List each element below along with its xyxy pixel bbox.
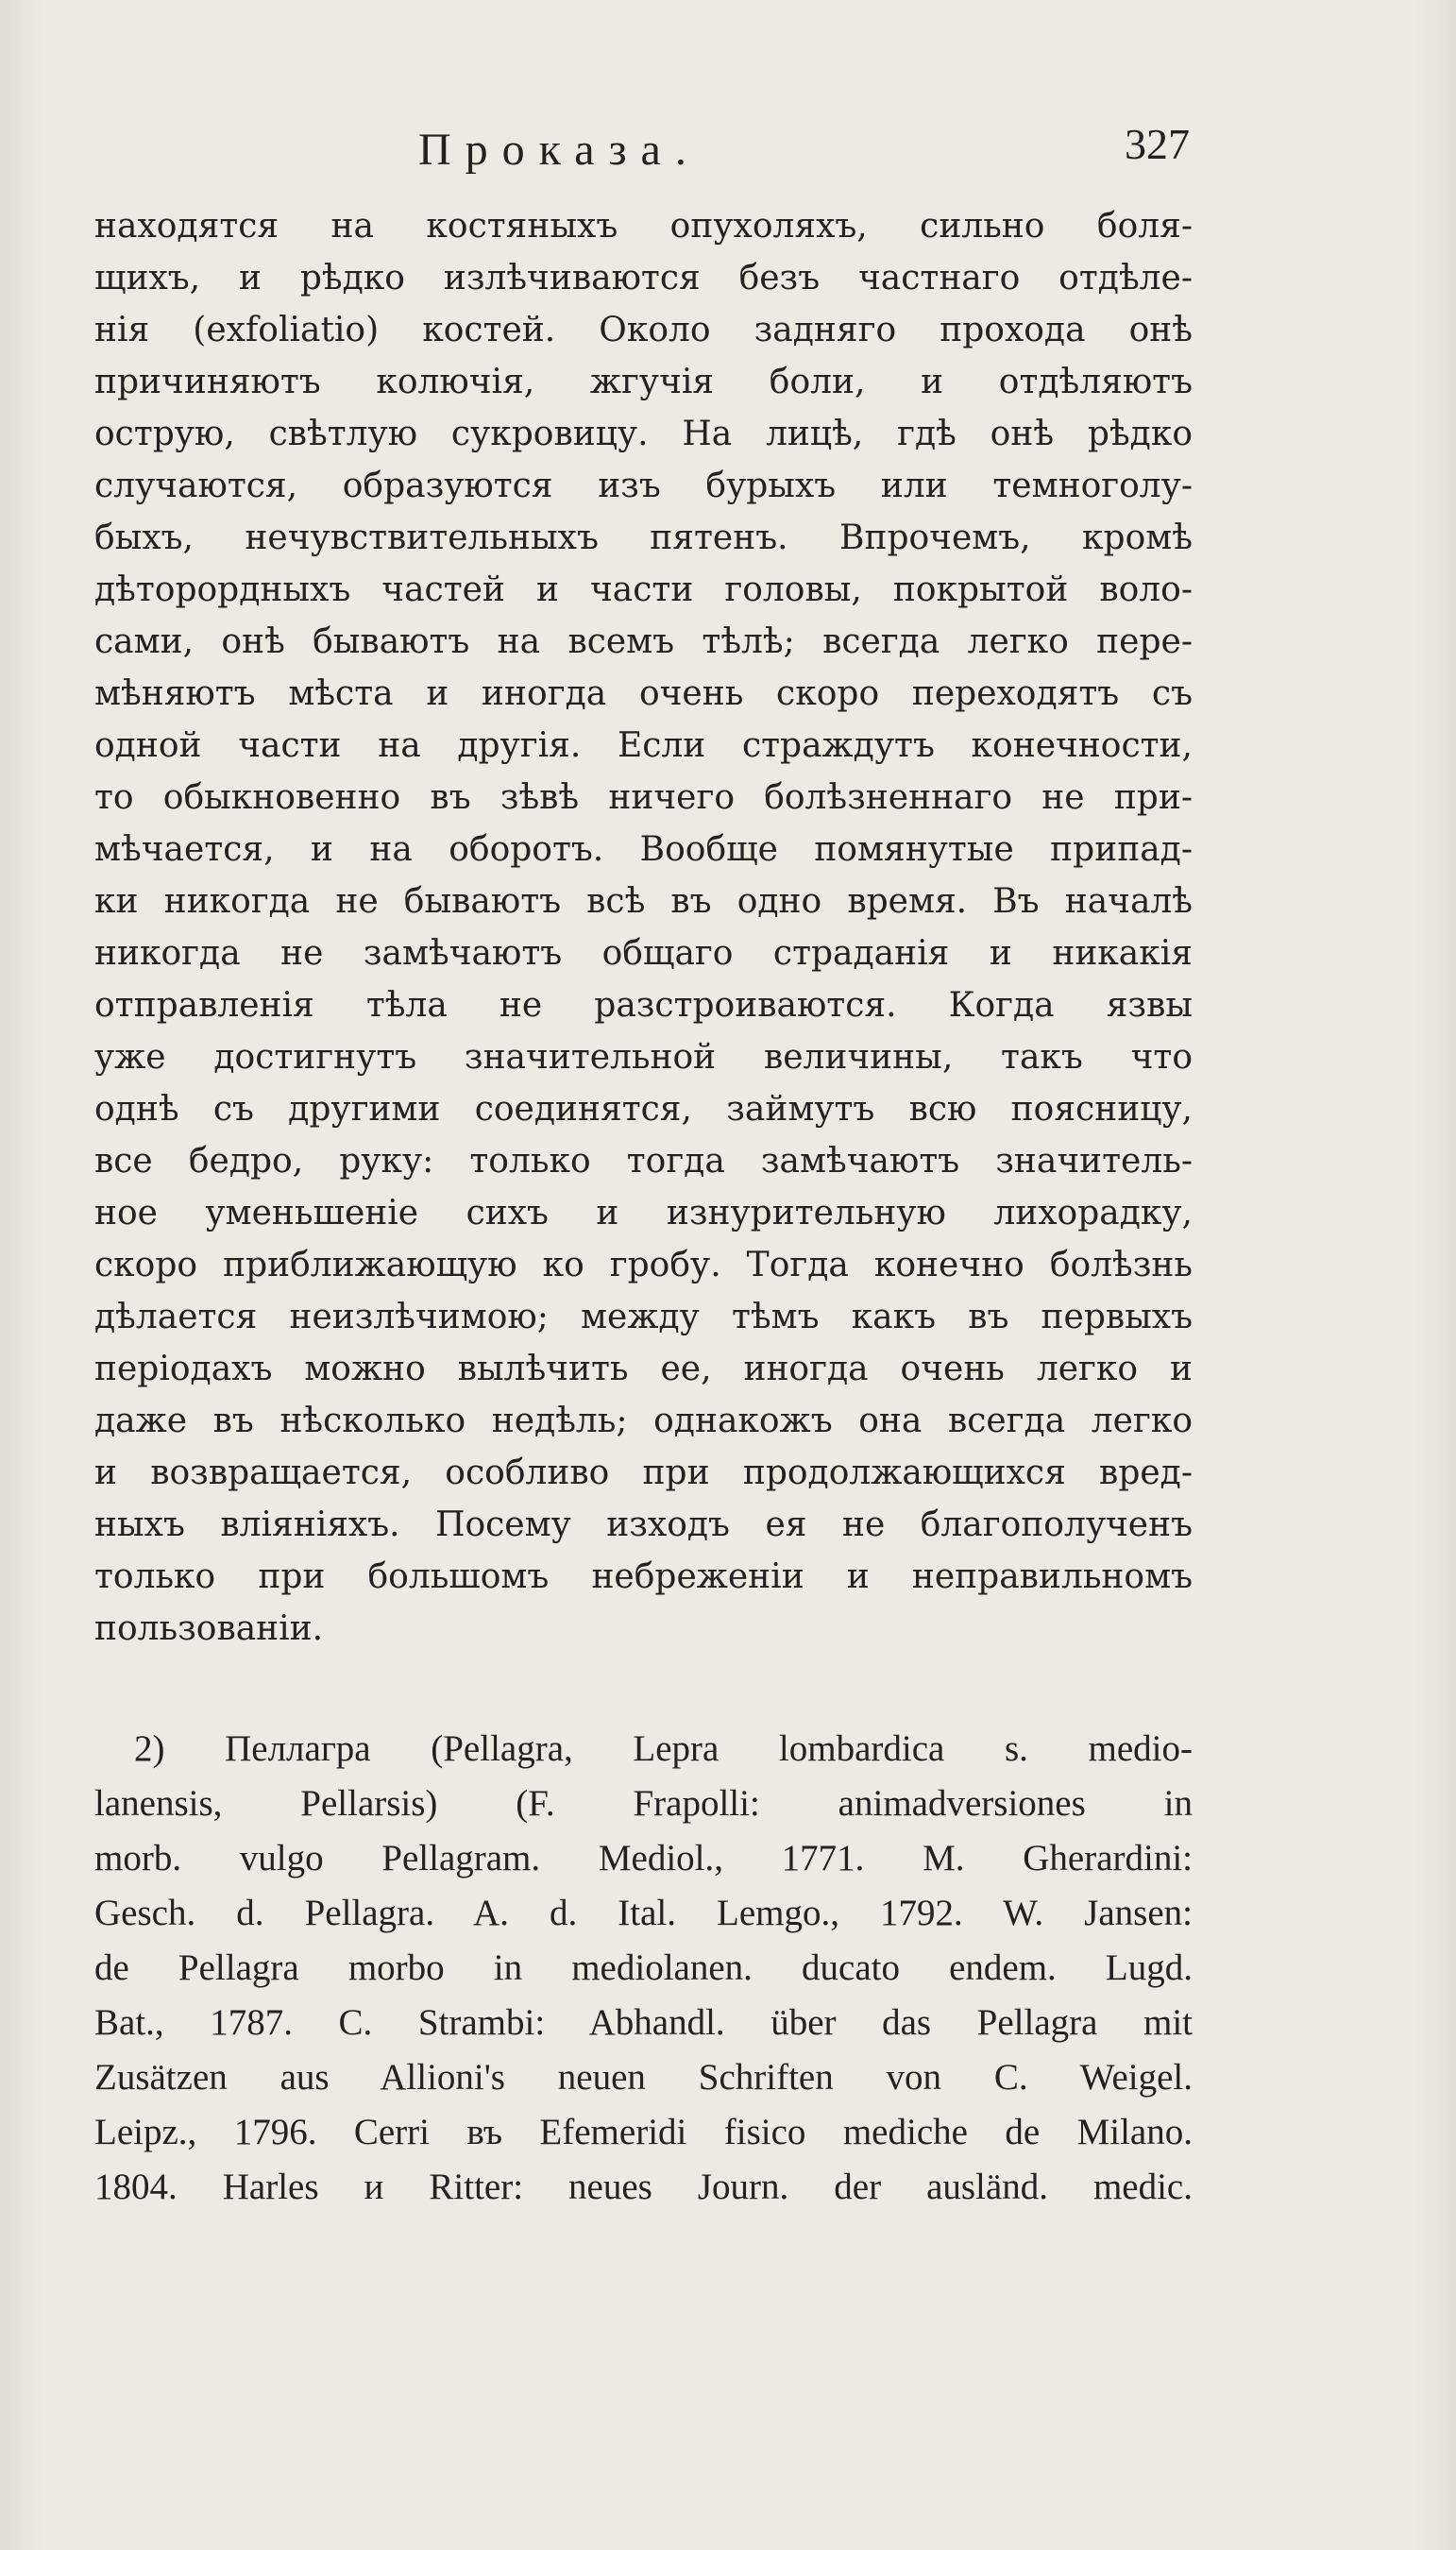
body-line: одной части на другія. Если страждутъ конечности, [94,726,1193,765]
body-line: скоро приближающую ко гробу. Тогда конечно болѣзнь [94,1246,1193,1284]
body-line: ки никогда не бываютъ всѣ въ одно время. Въ началѣ [94,882,1193,921]
footnote-line: de Pellagra morbo in mediolanen. ducato endem. Lugd. [94,1947,1193,1988]
body-line: щихъ, и рѣдко излѣчиваются безъ частнаго отдѣле- [94,259,1193,298]
body-line: случаются, образуются изъ бурыхъ или темноголу- [94,467,1193,505]
body-line: ное уменьшеніе сихъ и изнурительную лихорадку, [94,1194,1193,1232]
footnote-line: Bat., 1787. C. Strambi: Abhandl. über das Pellagra mit [94,2002,1193,2043]
body-line: никогда не замѣчаютъ общаго страданія и никакія [94,934,1193,973]
footnote-line: morb. vulgo Pellagram. Mediol., 1771. M. Gherardini: [94,1838,1193,1878]
footnote-line: 1804. Harles и Ritter: neues Journ. der ausländ. medic. [94,2167,1193,2207]
running-head [94,113,1190,189]
body-line: быхъ, нечувствительныхъ пятенъ. Впрочемъ, кромѣ [94,518,1193,557]
body-line: отправленія тѣла не разстроиваются. Когда язвы [94,986,1193,1025]
footnote-line: Leipz., 1796. Cerri въ Efemeridi fisico mediche de Milano. [94,2112,1193,2152]
body-line: мѣчается, и на оборотъ. Вообще помянутые припад- [94,830,1193,869]
footnote-line: Zusätzen aus Allioni's neuen Schriften von C. Weigel. [94,2057,1193,2098]
body-line: уже достигнутъ значительной величины, такъ что [94,1038,1193,1077]
body-line: нія (exfoliatio) костей. Около задняго прохода онѣ [94,311,1193,349]
body-line: мѣняютъ мѣста и иногда очень скоро переходятъ съ [94,674,1193,713]
body-text [94,200,1193,1655]
page-number: 327 [1125,120,1190,168]
body-line: то обыкновенно въ зѣвѣ ничего болѣзненнаго не при- [94,778,1193,817]
body-line: однѣ съ другими соединятся, займутъ всю поясницу, [94,1090,1193,1129]
body-line: и возвращается, особливо при продолжающихся вред- [94,1454,1193,1492]
footnote-line: 2) Пеллагра (Pellagra, Lepra lombardica s. medio- [134,1728,1193,1769]
body-line: острую, свѣтлую сукровицу. На лицѣ, гдѣ онѣ рѣдко [94,415,1193,453]
body-line: причиняютъ колючія, жгучія боли, и отдѣляютъ [94,363,1193,401]
body-line: дѣторордныхъ частей и части головы, покрытой воло- [94,570,1193,609]
body-line: дѣлается неизлѣчимою; между тѣмъ какъ въ первыхъ [94,1298,1193,1336]
body-line: находятся на костяныхъ опухоляхъ, сильно боля- [94,207,1193,246]
footnote-line: Gesch. d. Pellagra. A. d. Ital. Lemgo., 1792. W. Jansen: [94,1893,1193,1933]
body-line: сами, онѣ бываютъ на всемъ тѣлѣ; всегда легко пере- [94,622,1193,661]
body-line: только при большомъ небреженіи и неправильномъ [94,1557,1193,1596]
running-title: Проказа. [418,125,701,175]
body-line: ныхъ вліяніяхъ. Посему изходъ ея не благополученъ [94,1505,1193,1544]
body-line: все бедро, руку: только тогда замѣчаютъ значитель- [94,1142,1193,1181]
body-line: періодахъ можно вылѣчить ее, иногда очень легко и [94,1350,1193,1388]
body-line: даже въ нѣсколько недѣль; однакожъ она всегда легко [94,1402,1193,1440]
footnote-line: lanensis, Pellarsis) (F. Frapolli: animadversiones in [94,1783,1193,1824]
body-line-last: пользованіи. [94,1609,324,1648]
footnote [94,1722,1193,2215]
